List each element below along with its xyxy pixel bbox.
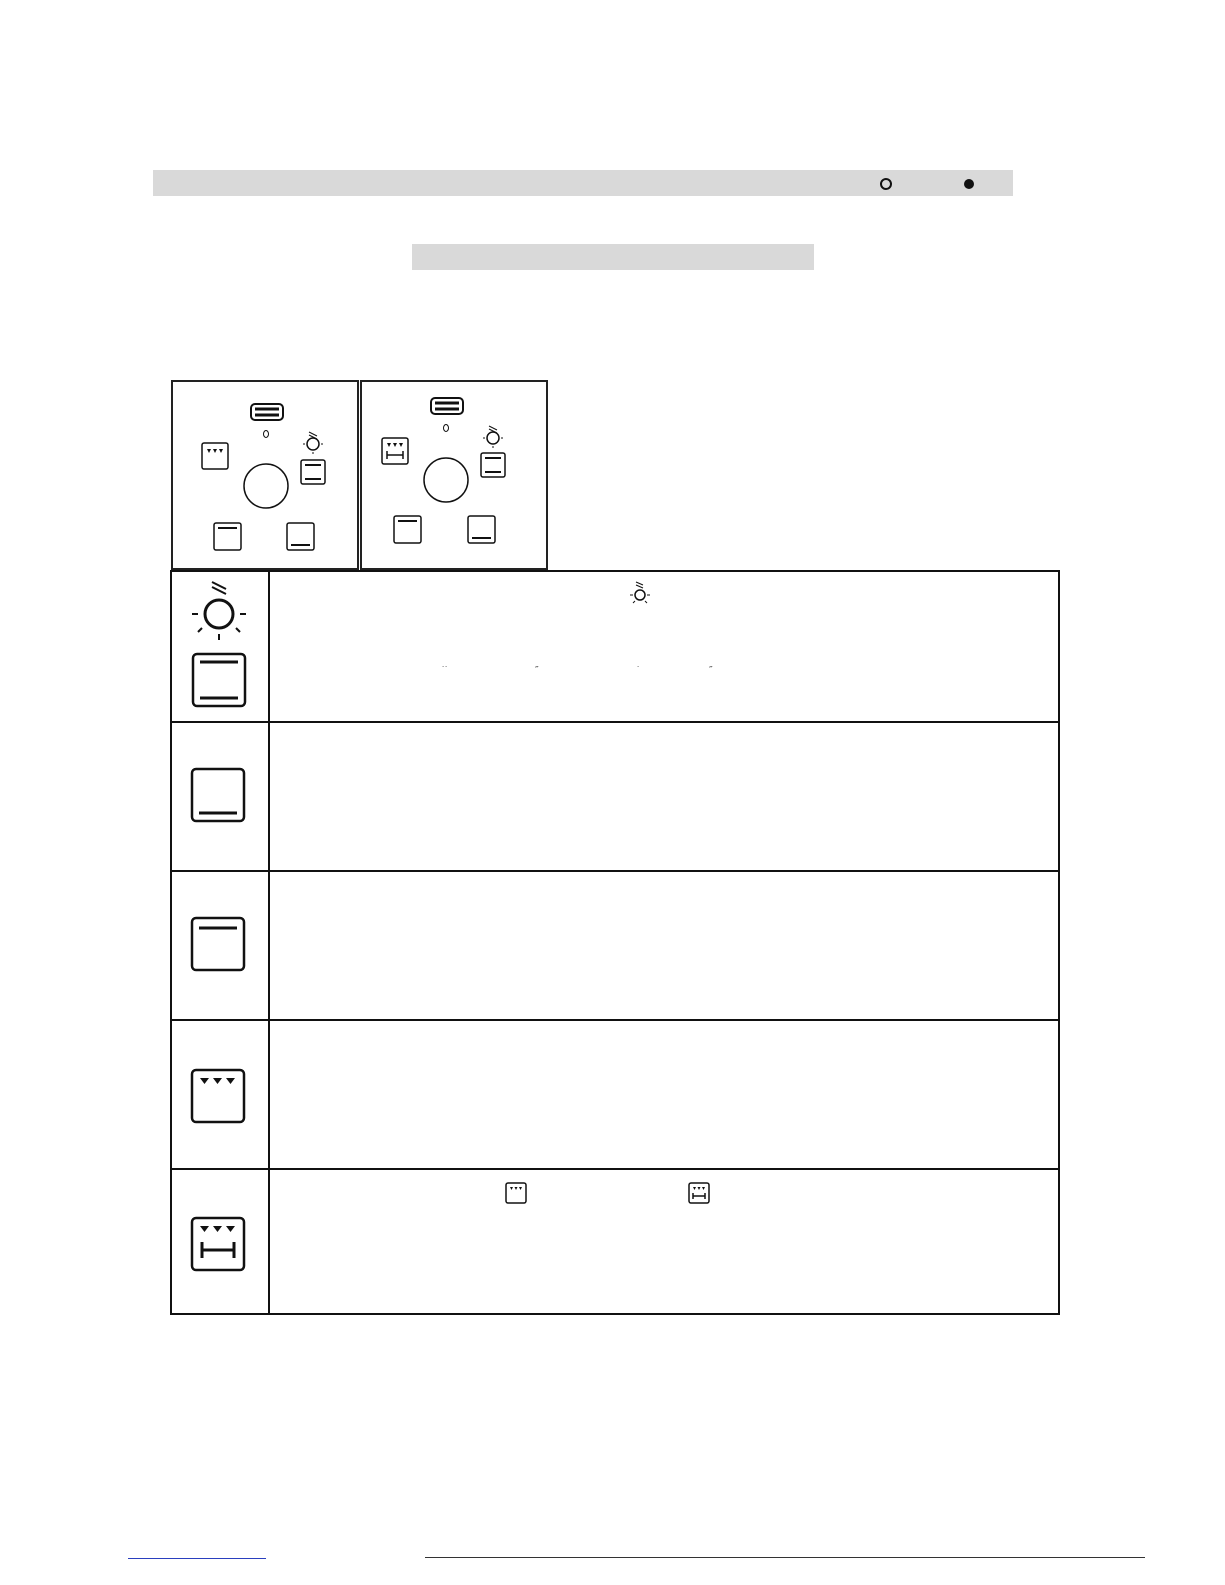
text-fragment: ˙ — [637, 665, 640, 675]
table-row — [172, 572, 1058, 721]
lamp-icon — [303, 432, 323, 454]
lamp-over-top-bottom-heat-icon — [172, 572, 270, 721]
text-fragment: ˝ — [535, 665, 538, 675]
double-grill-inline-icon — [688, 1182, 710, 1204]
top-bottom-heat-icon — [481, 453, 505, 477]
table-row — [172, 721, 1058, 870]
control-panel-a — [171, 380, 359, 570]
function-selector-knob — [244, 464, 288, 508]
grill-icon — [202, 443, 228, 469]
pilot-light-icon — [444, 425, 449, 432]
function-selector-knob — [424, 458, 468, 502]
grill-icon — [172, 1021, 270, 1168]
double-grill-icon — [172, 1170, 270, 1313]
toaster-icon — [431, 398, 463, 414]
subsection-header-bar — [412, 244, 814, 270]
text-fragment: ˝ — [709, 665, 712, 675]
top-bottom-heat-icon — [301, 460, 325, 484]
bottom-heat-icon — [172, 723, 270, 870]
footer-link-underline — [128, 1558, 266, 1559]
top-heat-icon — [394, 516, 421, 543]
table-row — [172, 1168, 1058, 1313]
bottom-heat-icon — [468, 516, 495, 543]
table-row — [172, 870, 1058, 1019]
double-grill-icon — [382, 438, 408, 464]
indicator-off-icon — [880, 178, 892, 190]
text-fragment: ˙˙ — [442, 665, 448, 675]
footer-rule — [425, 1557, 1145, 1558]
toaster-icon — [251, 404, 283, 420]
table-row — [172, 1019, 1058, 1168]
top-heat-icon — [172, 872, 270, 1019]
indicator-on-icon — [964, 179, 974, 189]
lamp-inline-icon — [627, 580, 653, 606]
oven-functions-table — [170, 570, 1060, 1315]
pilot-light-icon — [264, 431, 269, 438]
grill-inline-icon — [505, 1182, 527, 1204]
top-heat-icon — [214, 523, 241, 550]
bottom-heat-icon — [287, 523, 314, 550]
control-panel-b — [360, 380, 548, 570]
lamp-icon — [483, 426, 503, 448]
